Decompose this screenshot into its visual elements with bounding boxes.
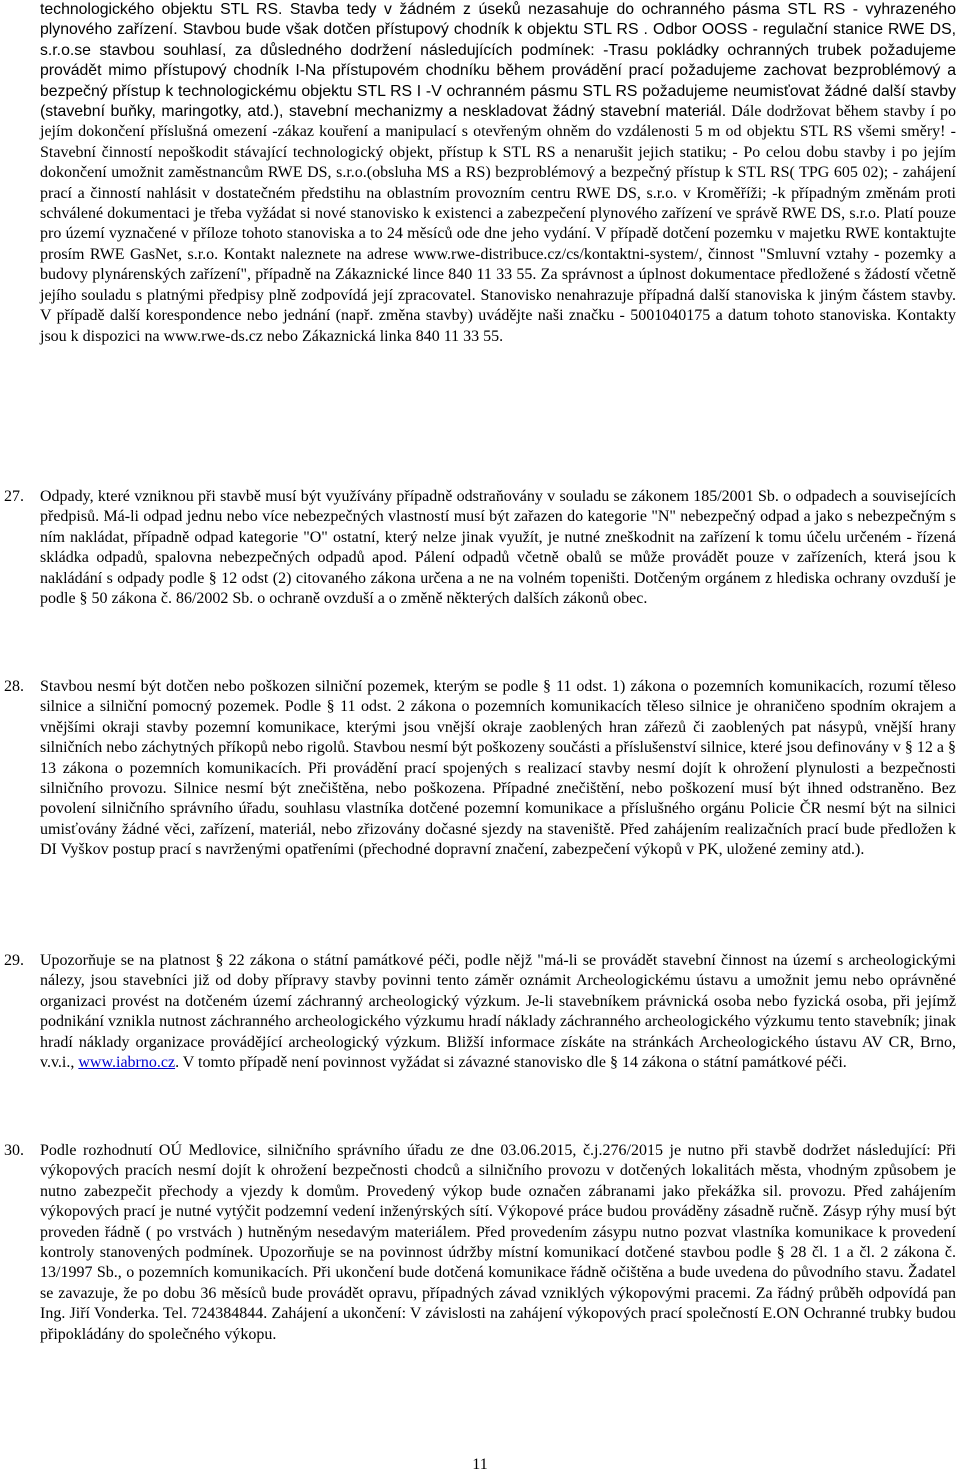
item-number: 30. [4,1142,24,1159]
item-text-after-link: . V tomto případě není povinnost vyžádat si závazné stanovisko dle § 14 zákona o státní památkové péči. [175,1054,847,1072]
item-number: 28. [4,678,24,695]
item-text [40,951,956,1073]
item-number: 27. [4,488,24,505]
item-text: Podle rozhodnutí OÚ Medlovice, silničního správního úřadu ze dne 03.06.2015, č.j.276/2015 je nutno při stavbě dodržet následující: Při výkopových pracích nesmí dojít k ohrožení bezpečnosti chodců a silničního provozu v dotčených lokalitách města, vhodným způsobem je nutno zabezpečit přechody a vjezdy k domům. Provedený výkop bude označen zábranami jako překážka sil. provozu. Před zahájením výkopových prací je nutné vytýčit podzemní vedení inženýrských sítí. Výkopové práce budou prováděny zásadně ručně. Zásyp rýhy musí být proveden řádně ( po vrstvách ) hutněným nesedavým materiálem. Před provedením zásypu nutno pozvat vlastníka komunikace k provedení kontroly stanovených podmínek. Upozorňuje se na povinnost údržby místní komunikací dotčené stavbou podle § 28 čl. 1 a čl. 2 zákona č. 13/1997 Sb., o pozemních komunikacích. Při ukončení bude dotčená komunikace řádně očištěna a bude uvedena do původního stavu. Žadatel se zavazuje, že po dobu 36 měsíců bude provádět opravu, případných závad vzniklých výkopovými pracemi. Za řádný průběh odpovídá pan Ing. Jiří Vonderka. Tel. 724384844. Zahájení a ukončení: V závislosti na zahájení výkopových prací společností E.ON Ochranné trubky budou připokládány do společného výkopu. [40,1142,956,1343]
item-text: Odpady, které vzniknou při stavbě musí být využívány případně odstraňovány v souladu se zákonem 185/2001 Sb. o odpadech a souvisejících předpisů. Má-li odpad jednu nebo více nebezpečných vlastností musí být zařazen do kategorie "N" nebezpečný odpad a jako s nebezpečným s ním nakládat, případně odpad kategorie "O" ostatní, který nelze jinak využít, je nutné zneškodnit na zařízení k tomu účelu určeném - řízená skládka odpadů, spalovna nebezpečných odpadů apod. Pálení odpadů včetně obalů se může provádět pouze v zařízeních, která jsou k nakládání s odpady podle § 12 odst (2) citovaného zákona určena a ne na volném topeništi. Dotčeným orgánem z hlediska ochrany ovzduší je podle § 50 zákona č. 86/2002 Sb. o ochraně ovzduší a o změně některých dalších zákonů obec. [40,488,956,608]
page-number: 11 [472,1456,488,1473]
item-number: 29. [4,952,24,969]
continuation-serif-text: Dále dodržovat během stavby í po jejím dokončení příslušná omezení -zákaz kouření a manipulací s otevřeným ohněm do vzdálenosti 5 m od objektu STL RS všemi směry! -Stavební činností nepoškodit stávající technologický objekt, přístup k STL RS a nenarušit jejich statiku; - Po celou dobu stavby i po jejím dokončení umožnit zaměstnancům RWE DS, s.r.o.(obsluha MS a RS) bezproblémový a bezpečný přístup k STL RS( TPG 605 02); - zahájení prací a činností nahlásit v dostatečném předstihu na oblastním provozním centru RWE DS, s.r.o. v Kroměříži; -k případným změnám proti schválené dokumentaci je třeba vyžádat si nové stanovisko k existenci a zabezpečení plynového zařízení ve správě RWE DS, s.r.o. Platí pouze pro území vyznačené v příloze tohoto stanoviska a to 24 měsíců ode dne jeho vydání. V případě dotčení pozemku v majetku RWE kontaktujte prosím RWE GasNet, s.r.o. Kontakt naleznete na adrese www.rwe-distribuce.cz/cs/kontaktni-system/, činnost "Smluvní vztahy - pozemky a budovy plynárenských zařízení", případně na Zákaznické lince 840 11 33 55. Za správnost a úplnost dokumentace předložené s žádostí včetně jejího souladu s platnými předpisy plně zodpovídá její zpracovatel. Stanovisko nenahrazuje případná další stanoviska k jiným částem stavby. V případě další korespondence nebo jednání (např. změna stavby) uvádějte naši značku - 5001040175 a datum tohoto stanoviska. Kontakty jsou k dispozici na www.rwe-ds.cz nebo Zákaznická linka 840 11 33 55. [40,103,956,345]
item-text-before-link: Upozorňuje se na platnost § 22 zákona o státní památkové péči, podle nějž "má-li se provádět stavební činnost na území s archeologickými nálezy, jsou stavebníci již od doby přípravy stavby povinni tento záměr oznámit Archeologickému ústavu a umožnit jemu nebo oprávněné organizaci provést na dotčeném území záchranný archeologický výzkum. Je-li stavebníkem právnická osoba nebo fyzická osoba, při jejímž podnikání vznikla nutnost záchranného archeologického výzkumu hradí náklady záchranného archeologického výzkumu tento stavebník; jinak hradí náklady organizace provádějící archeologický výzkum. Bližší informace získáte na stránkách Archeologického ústavu AV CR, Brno, v.v.i., [40,952,956,1072]
continuation-sans-text: technologického objektu STL RS. Stavba tedy v žádném z úseků nezasahuje do ochranného pásma STL RS - vyhrazeného plynového zařízení. Stavbou bude však dotčen přístupový chodník k objektu STL RS . Odbor OOSS - regulační stanice RWE DS, s.r.o.se stavbou souhlasí, za důsledného dodržení následujících podmínek: -Trasu pokládky ochranných trubek požadujeme provádět mimo přístupový chodník I-Na přístupovém chodníku během provádění prací požadujeme zachovat bezproblémový a bezpečný přístup k technologickému objektu STL RS I -V ochranném pásmu STL RS požadujeme neumisťovat žádné další stavby (stavební buňky, maringotky, atd.), stavební mechanizmy a neskladovat žádný stavební materiál. [40,1,956,121]
iabrno-link[interactable]: www.iabrno.cz [78,1054,176,1072]
continuation-paragraph [40,0,960,347]
item-text: Stavbou nesmí být dotčen nebo poškozen silniční pozemek, kterým se podle § 11 odst. 1) zákona o pozemních komunikacích, rozumí těleso silnice a silniční pomocný pozemek. Podle § 11 odst. 2 zákona o pozemních komunikacích těleso silnice je ohraničeno spodním okrajem a vnějšími okraji stavby pozemní komunikace, kterými jsou vnější okraje zaoblených hran zářezů či zaoblených pat násypů, vnější hrany silničních nebo záchytných příkopů nebo rigolů. Stavbou nesmí být poškozeny součásti a příslušenství silnice, které jsou definovány v § 12 a § 13 zákona o pozemních komunikacích. Při provádění prací spojených s realizací stavby nesmí dojít k ohrožení plynulosti a bezpečnosti silničního provozu. Silnice nesmí být znečištěna, nebo poškozena. Případné znečištění, nebo poškození musí být ihned odstraněno. Bez povolení silničního správního úřadu, souhlasu vlastníka dotčené pozemní komunikace a příslušného orgánu Policie ČR nesmí být na silnici umisťovány žádné věci, zařízení, materiál, nebo zřizovány dočasné sjezdy na staveniště. Před zahájením realizačních prací bude předložen k DI Vyškov postup prací s navrženými opatřeními (přechodné dopravní značení, zabezpečení výkopů v PK, uložené zeminy atd.). [40,678,956,859]
